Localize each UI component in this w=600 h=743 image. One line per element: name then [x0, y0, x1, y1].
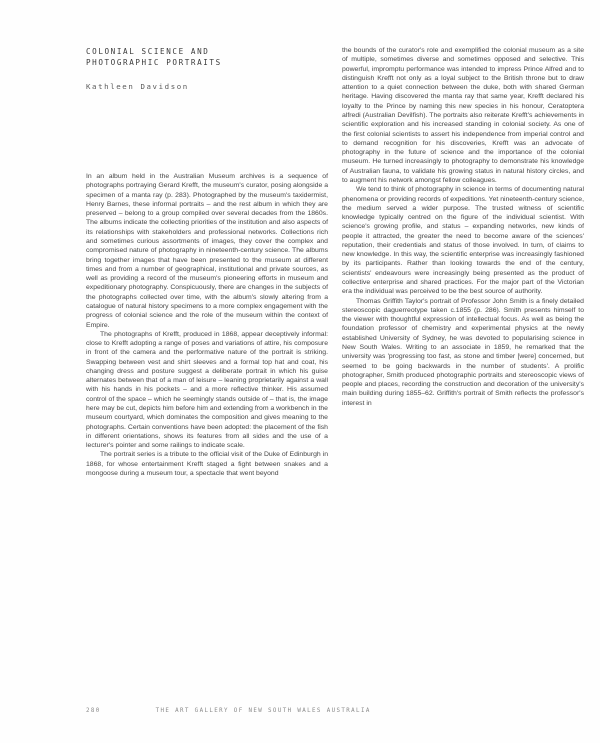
body-paragraph: We tend to think of photography in science in terms of documenting natural phenomena or providing records of expeditions. Yet nineteenth-century science, the medium served a wider purpose. The trusted witness of scientific knowledge typically centred on the figure of the individual scientist. With science's growing profile, and status – expanding networks, new kinds of people it attracted, the greater the need to become aware of the sciences' reputation, their credentials and status of those involved. In turn, of claims to new knowledge. In this way, the scientific enterprise was increasingly fashioned by its participants. Rather than looking towards the end of the century, scientists' endeavours were increasingly being presented as the product of collective enterprise and shared practices. For the major part of the Victorian era the individual was perceived to be the best source of authority. [342, 186, 584, 296]
journal-name: THE ART GALLERY OF NEW SOUTH WALES AUSTRALIA [155, 708, 371, 714]
body-paragraph: In an album held in the Australian Museum archives is a sequence of photographs portraying Gerard Krefft, the museum's curator, posing alongside a specimen of a manta ray (p. 283). Photographed by the museum's taxidermist, Henry Barnes, these informal portraits – and the rest album in which they are preserved – belong to a group compiled over several decades from the 1860s. The albums indicate the collecting priorities of the institution and also aspects of its relationships with stakeholders and professional networks. Collections rich and sometimes curious assortments of images, they cover the complex and compromised nature of photography in nineteenth-century science. The albums bring together images that have been presented to the museum at different times and from a number of geographical, institutional and private sources, as well as providing a record of the museum's pioneering efforts in museum and expeditionary photography. Conspicuously, there are changes in the subjects of the photographs collected over time, with the album's slowly altering from a catalogue of natural history specimens to a more complex engagement with the progress of colonial science and the role of the museum within the context of Empire. [86, 173, 328, 329]
page-footer [86, 708, 371, 714]
body-paragraph: The portrait series is a tribute to the official visit of the Duke of Edinburgh in 1868, for whose entertainment Krefft staged a fight between snakes and a mongoose during a museum tour, a spectacle that went beyond [86, 451, 328, 477]
article-title [86, 46, 306, 68]
article-title-line-1: COLONIAL SCIENCE AND [86, 47, 210, 56]
article-author: Kathleen Davidson [86, 82, 189, 91]
body-paragraph: the bounds of the curator's role and exemplified the colonial museum as a site of multiple, sometimes diverse and sometimes opposed and selective. This powerful, impromptu performance was intended to impress Prince Alfred and to distinguish Krefft not only as a loyal subject to the British throne but to draw attention to a quiet connection between the duke, both with shared German heritage. Having discovered the manta ray that same year, Krefft declared his loyalty to the Prince by naming this new species in his honour, Ceratoptera alfredi (Australian Devilfish). The portraits also reiterate Krefft's achievements in scientific exploration and his increased standing in colonial society. As one of the first colonial scientists to assert his independence from imperial control and to demand recognition for his discoveries, Krefft was an advocate of photography in the future of science and the importance of the colonial museum. He turned increasingly to photography to demonstrate his knowledge of Australian fauna, to validate his growing status in natural history circles, and to augment his network amongst fellow colleagues. [342, 47, 584, 184]
body-paragraph: Thomas Griffith Taylor's portrait of Professor John Smith is a finely detailed stereoscopic daguerreotype taken c.1855 (p. 286). Smith presents himself to the viewer with thoughtful expression of intellectual focus. As well as being the foundation professor of chemistry and experimental physics at the newly established University of Sydney, he was devoted to popularising science in New South Wales. Writing to an associate in 1859, he remarked that the university was 'progressing too fast, as stone and timber [were] concerned, but seemed to be going backwards in the number of students'. A prolific photographer, Smith produced photographic portraits and stereoscopic views of people and places, recording the construction and decoration of the university's main building during 1855–62. Griffith's portrait of Smith reflects the professor's interest in [342, 297, 584, 407]
right-text-column [342, 46, 584, 706]
left-text-column [86, 172, 328, 702]
article-title-line-2: PHOTOGRAPHIC PORTRAITS [86, 58, 222, 67]
page-number: 280 [86, 708, 101, 714]
body-paragraph: The photographs of Krefft, produced in 1868, appear deceptively informal: close to Krefft adopting a range of poses and variations of attire, his composure in front of the camera and the performative nature of the portrait is striking. Swapping between vest and shirt sleeves and a formal top hat and coat, his changing dress and posture suggest a deliberate portrait in which his guise alternates between that of a man of leisure – leaning proprietarily against a wall with his hands in his pockets – and a more reflective thinker. His assumed control of the space – which he seemingly stands outside of – that is, the image here may be cut, depicts him before him and extending from a workbench in the museum courtyard, which dominates the composition and gives meaning to the photographs. Certain conventions have been adopted: the placement of the fish in different orientations, shows its features from all sides and the use of a lecturer's pointer and some railings to indicate scale. [86, 330, 328, 450]
